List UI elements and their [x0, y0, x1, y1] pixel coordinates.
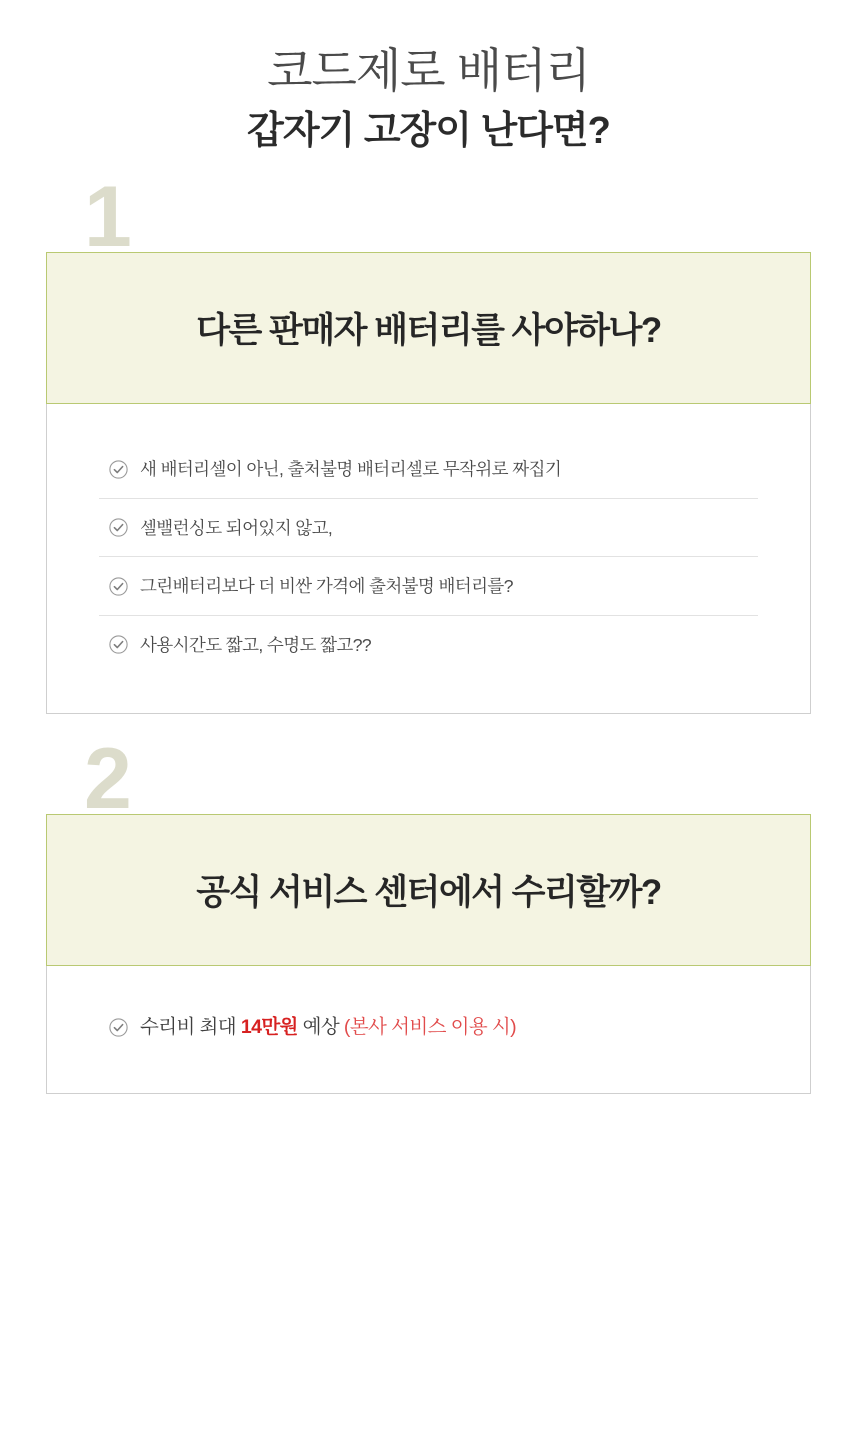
card-1-title: 다른 판매자 배터리를 사야하나?	[196, 311, 661, 351]
list-item	[99, 440, 758, 499]
check-circle-icon	[109, 460, 128, 479]
repair-cost-prefix: 수리비 최대	[140, 1016, 241, 1039]
list-item-text: 그린배터리보다 더 비싼 가격에 출처불명 배터리를?	[140, 576, 513, 597]
check-circle-icon	[109, 518, 128, 537]
list-item-text	[140, 1014, 516, 1041]
section-block-1	[46, 169, 811, 714]
card-1-body	[47, 404, 810, 713]
list-item	[99, 557, 758, 616]
list-item	[99, 1010, 758, 1045]
page-title-line-2: 갑자기 고장이 난다면?	[247, 109, 610, 152]
list-item-text: 셀밸런싱도 되어있지 않고,	[140, 517, 333, 538]
repair-cost-note: (본사 서비스 이용 시)	[343, 1016, 517, 1039]
check-circle-icon	[109, 635, 128, 654]
list-item	[99, 499, 758, 558]
card-2-header	[46, 814, 811, 966]
section-block-2	[46, 731, 811, 1094]
section-number-2: 2	[84, 731, 130, 828]
card-2-title: 공식 서비스 센터에서 수리할까?	[196, 873, 661, 913]
repair-cost-amount: 14만원	[240, 1016, 298, 1039]
list-item-text: 새 배터리셀이 아닌, 출처불명 배터리셀로 무작위로 짜집기	[140, 459, 562, 480]
card-1-header	[46, 252, 811, 404]
list-item-text: 사용시간도 짧고, 수명도 짧고??	[140, 634, 371, 655]
card-1	[46, 252, 811, 714]
page-title-line-1: 코드제로 배터리	[267, 44, 590, 97]
section-number-1: 1	[84, 169, 130, 266]
card-2-body	[47, 966, 810, 1093]
page-header	[0, 0, 857, 156]
card-2	[46, 814, 811, 1094]
check-circle-icon	[109, 577, 128, 596]
repair-cost-middle: 예상	[297, 1016, 344, 1039]
list-item	[99, 616, 758, 674]
check-circle-icon	[109, 1018, 128, 1037]
